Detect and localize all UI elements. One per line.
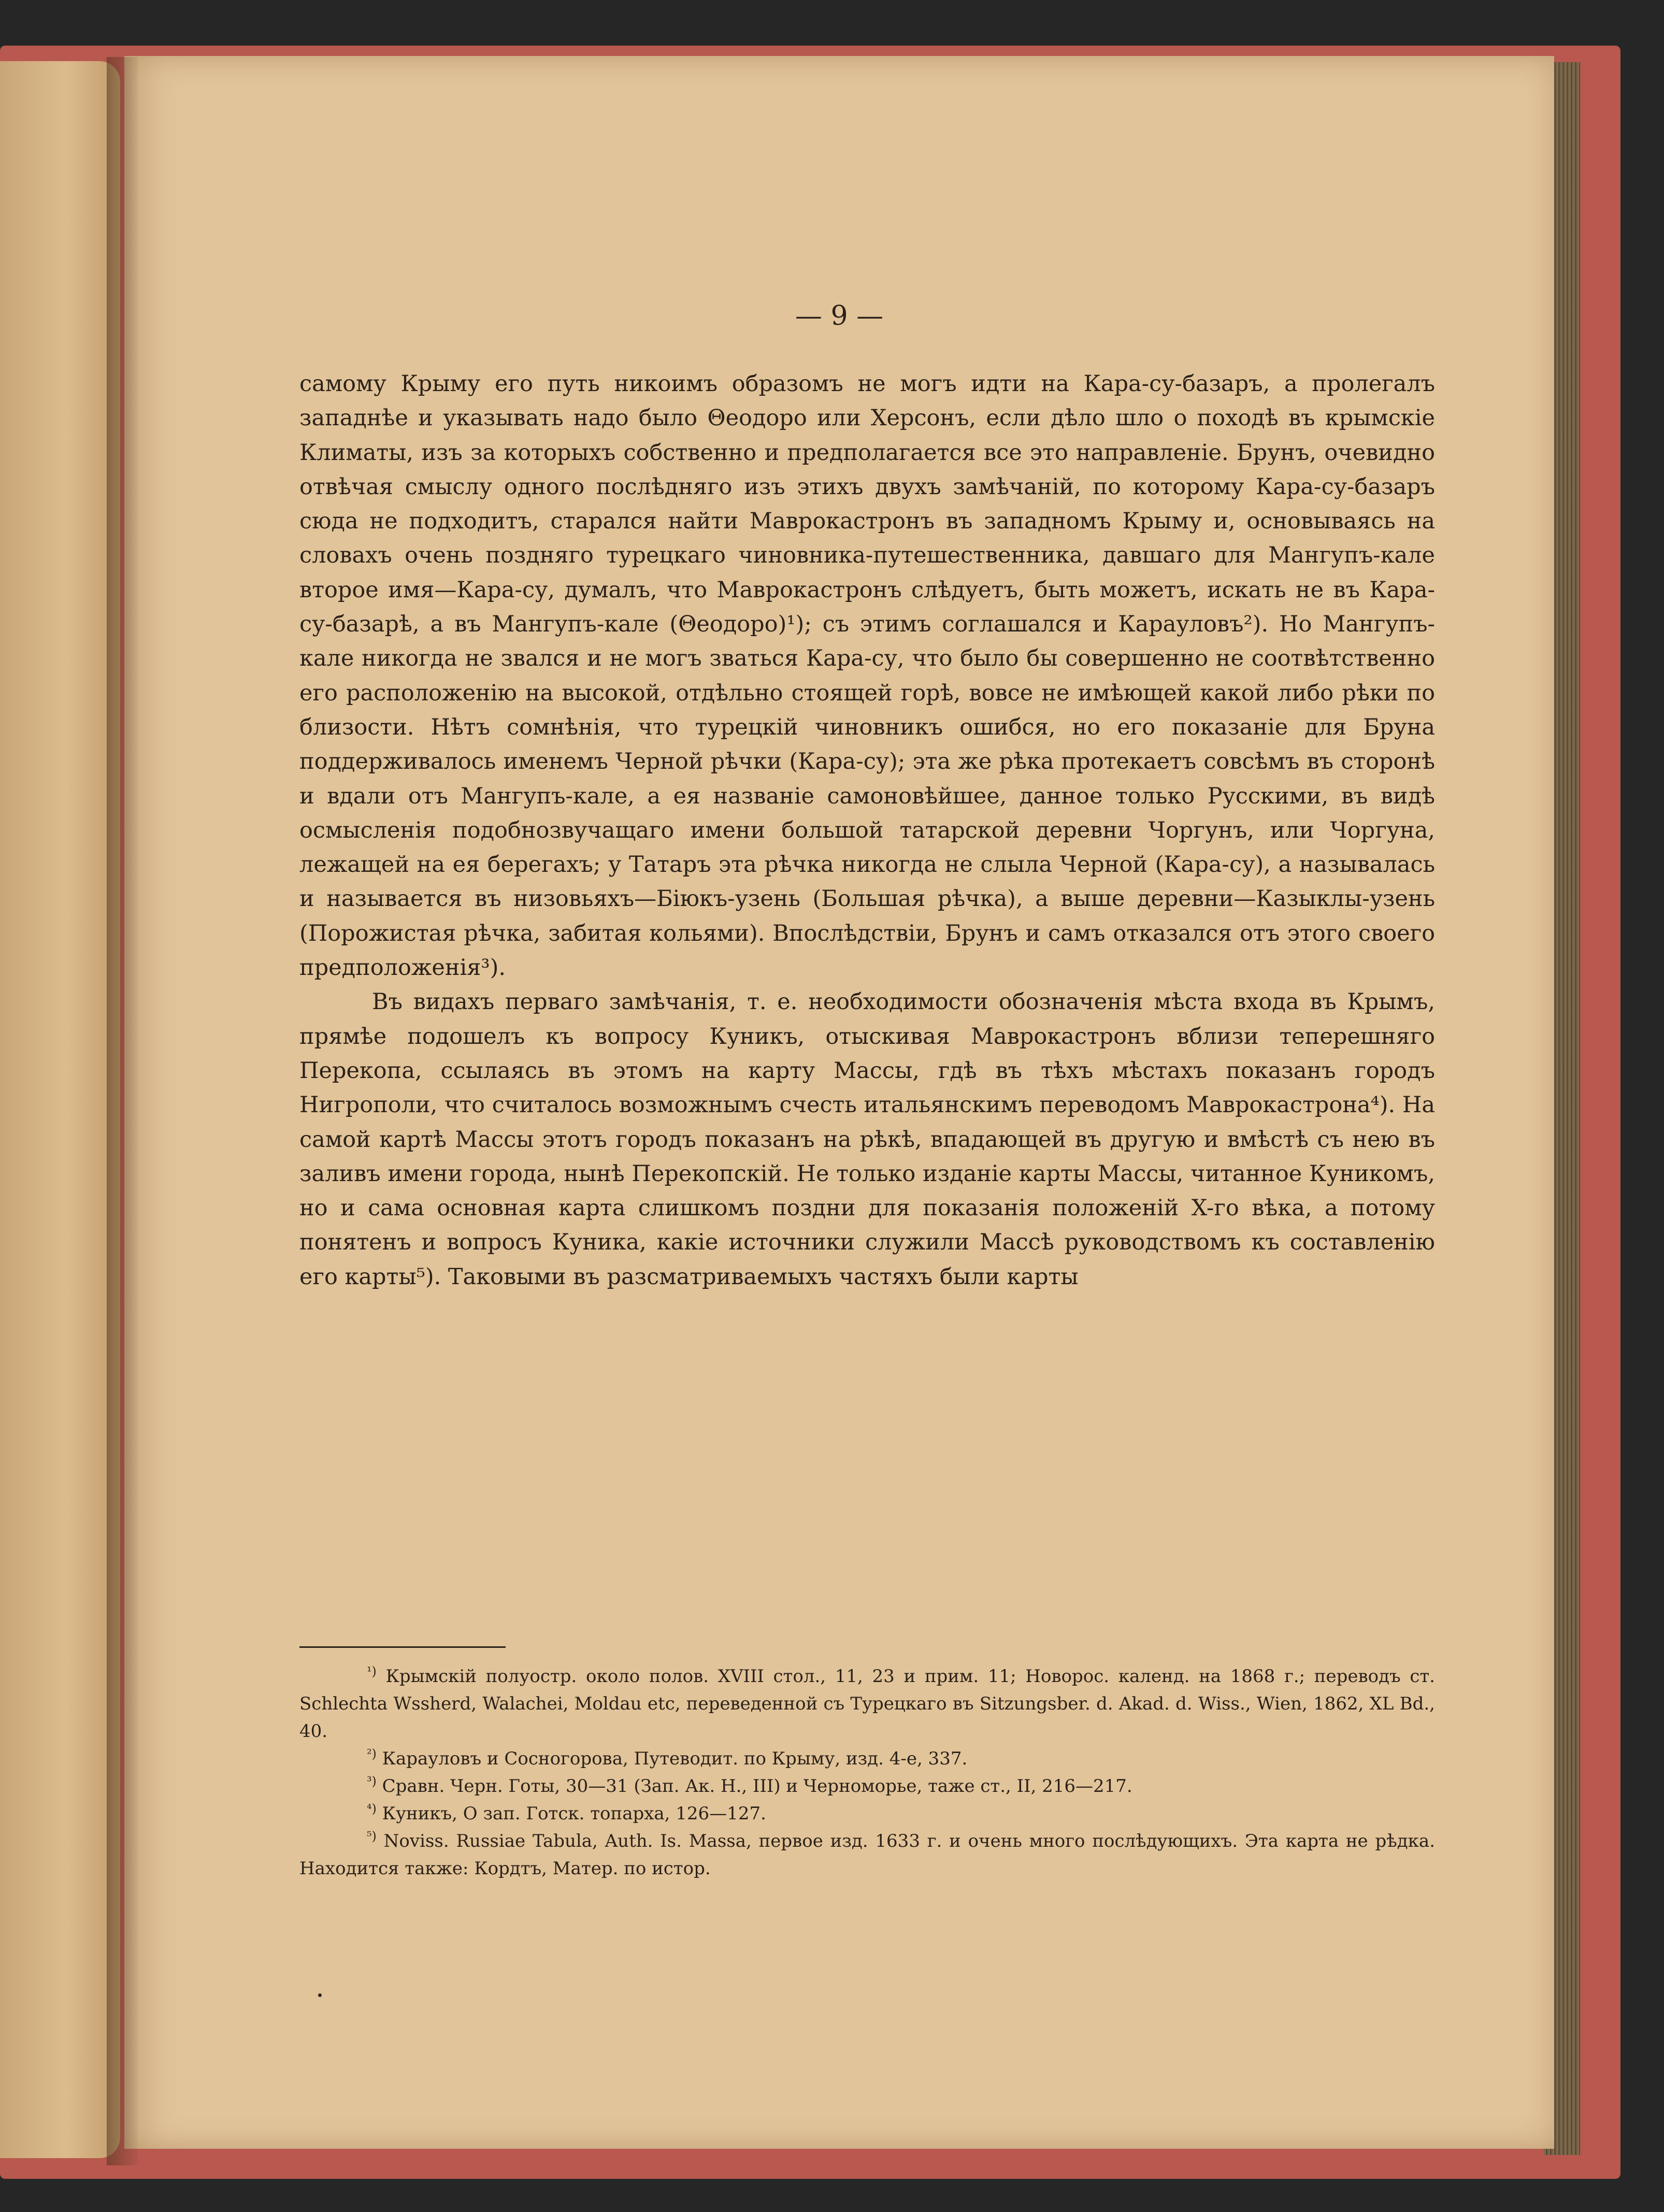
footnote-4-mark: ⁴) (367, 1801, 377, 1816)
footnote-3-mark: ³) (367, 1774, 377, 1789)
left-page-edge (0, 61, 120, 2158)
main-text (299, 367, 1435, 1294)
footnote-5-text: Noviss. Russiae Tabula, Auth. Is. Massa, первое изд. 1633 г. и очень много послѣдующихъ. Эта карта не рѣдка. Находится также: Кордтъ, Матер. по истор. (299, 1831, 1435, 1879)
footnote-separator (299, 1646, 506, 1648)
footnotes (299, 1663, 1435, 1883)
ink-speck (318, 1993, 322, 1997)
footnote-2-mark: ²) (367, 1746, 377, 1761)
footnote-4-text: Куникъ, О зап. Готск. топарха, 126—127. (382, 1803, 766, 1824)
paragraph-2: Въ видахъ перваго замѣчанія, т. е. необходимости обозначенія мѣста входа въ Крымъ, прямѣе подошелъ къ вопросу Куникъ, отыскивая Маврокастронъ вблизи теперешняго Перекопа, ссылаясь въ этомъ на карту Массы, гдѣ въ тѣхъ мѣстахъ показанъ городъ Нигрополи, что считалось возможнымъ счесть итальянскимъ переводомъ Маврокастрона⁴). На самой картѣ Массы этотъ городъ показанъ на рѣкѣ, впадающей въ другую и вмѣстѣ съ нею въ заливъ имени города, нынѣ Перекопскій. Не только изданіе карты Массы, читанное Куникомъ, но и сама основная карта слишкомъ поздни для показанія положеній X-го вѣка, а потому понятенъ и вопросъ Куника, какіе источники служили Массѣ руководствомъ къ составленію его карты⁵). Таковыми въ разсматриваемыхъ частяхъ были карты (299, 989, 1435, 1290)
footnote-2 (299, 1745, 1435, 1773)
footnote-5 (299, 1828, 1435, 1883)
footnote-4 (299, 1800, 1435, 1828)
footnote-1 (299, 1663, 1435, 1745)
footnote-1-mark: ¹) (367, 1664, 377, 1679)
footnote-3-text: Сравн. Черн. Готы, 30—31 (Зап. Ак. Н., III) и Черноморье, таже ст., II, 216—217. (382, 1776, 1132, 1797)
footnote-3 (299, 1773, 1435, 1800)
footnote-1-text: Крымскій полуостр. около полов. XVIII стол., 11, 23 и прим. 11; Новорос. календ. на 1868 г.; переводъ ст. Schlechta Wssherd, Walachei, Moldau etc, переведенной съ Турецкаго въ Sitzungsber. d. Akad. d. Wiss., Wien, 1862, XL Bd., 40. (299, 1666, 1435, 1742)
footnote-2-text: Карауловъ и Сосногорова, Путеводит. по Крыму, изд. 4-е, 337. (382, 1748, 968, 1769)
paragraph-1: самому Крыму его путь никоимъ образомъ не могъ идти на Кара-су-базаръ, а пролегалъ западнѣе и указывать надо было Θеодоро или Херсонъ, если дѣло шло о походѣ въ крымскіе Климаты, изъ за которыхъ собственно и предполагается все это направленіе. Брунъ, очевидно отвѣчая смыслу одного послѣдняго изъ этихъ двухъ замѣчаній, по которому Кара-су-базаръ сюда не подходитъ, старался найти Маврокастронъ въ западномъ Крыму и, основываясь на словахъ очень поздняго турецкаго чиновника-путешественника, давшаго для Мангупъ-кале второе имя—Кара-су, думалъ, что Маврокастронъ слѣдуетъ, быть можетъ, искать не въ Кара-су-базарѣ, а въ Мангупъ-кале (Θеодоро)¹); съ этимъ соглашался и Карауловъ²). Но Мангупъ-кале никогда не звался и не могъ зваться Кара-су, что было бы совершенно не соотвѣтственно его расположенію на высокой, отдѣльно стоящей горѣ, вовсе не имѣющей какой либо рѣки по близости. Нѣтъ сомнѣнія, что турецкій чиновникъ ошибся, но его показаніе для Бруна поддерживалось именемъ Черной рѣчки (Кара-су); эта же рѣка протекаетъ совсѣмъ въ сторонѣ и вдали отъ Мангупъ-кале, а ея названіе самоновѣйшее, данное только Русскими, въ видѣ осмысленія подобнозвучащаго имени большой татарской деревни Чоргунъ, или Чоргуна, лежащей на ея берегахъ; у Татаръ эта рѣчка никогда не слыла Черной (Кара-су), а называлась и называется въ низовьяхъ—Бiюкъ-узень (Большая рѣчка), а выше деревни—Казыклы-узень (Порожистая рѣчка, забитая кольями). Впослѣдствіи, Брунъ и самъ отказался отъ этого своего предположенія³). (299, 371, 1435, 981)
page-number: — 9 — (795, 300, 884, 332)
book-gutter-shadow (107, 57, 138, 2165)
footnote-5-mark: ⁵) (367, 1829, 377, 1844)
book-page (124, 56, 1554, 2149)
